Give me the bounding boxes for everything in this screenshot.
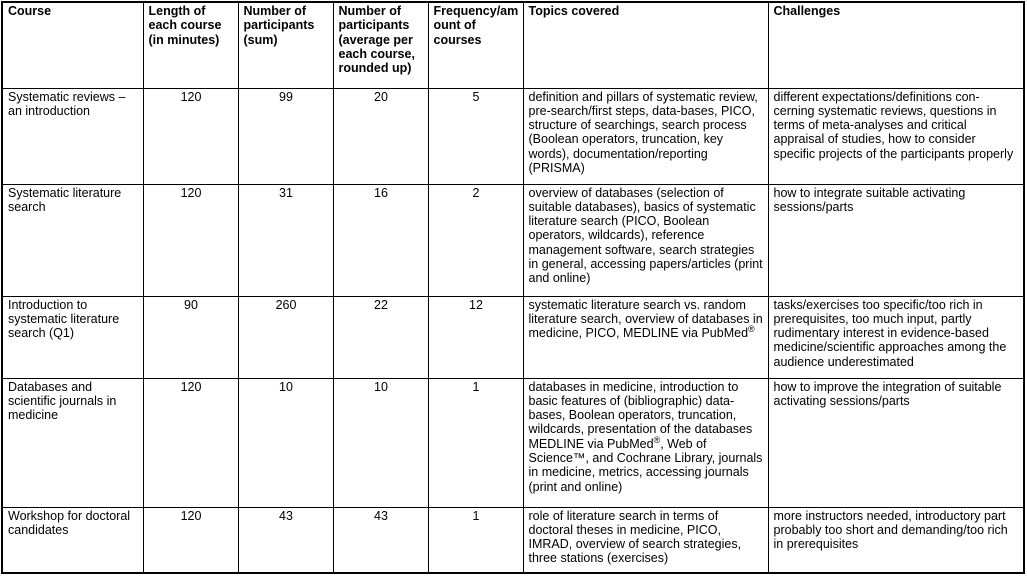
header-cell-frequency: Frequency/amount of courses bbox=[428, 2, 523, 88]
header-cell-participants-sum: Number of participants (sum) bbox=[238, 2, 333, 88]
cell-frequency: 5 bbox=[428, 88, 523, 184]
header-row bbox=[2, 2, 1024, 88]
cell-participants-sum: 260 bbox=[238, 296, 333, 378]
cell-participants-sum: 43 bbox=[238, 507, 333, 573]
cell-length: 120 bbox=[143, 507, 238, 573]
cell-course: Workshop for doctoral candidates bbox=[2, 507, 143, 573]
cell-course: Introduction to systematic literature search (Q1) bbox=[2, 296, 143, 378]
cell-participants-avg: 10 bbox=[333, 378, 428, 507]
table-row bbox=[2, 378, 1024, 507]
cell-length: 120 bbox=[143, 88, 238, 184]
table-row bbox=[2, 296, 1024, 378]
cell-topics: overview of databases (selection of suitable databases), basics of systematic literature search (PICO, Boolean operators, wildcards), reference management software, search strategies in general, accessing papers/articles (print and online) bbox=[523, 184, 768, 296]
table-row bbox=[2, 507, 1024, 573]
cell-topics: systematic literature search vs. random literature search, overview of databases in medicine, PICO, MEDLINE via PubMed® bbox=[523, 296, 768, 378]
header-cell-length: Length of each course (in minutes) bbox=[143, 2, 238, 88]
header-cell-participants-avg: Number of participants (average per each course, rounded up) bbox=[333, 2, 428, 88]
cell-frequency: 12 bbox=[428, 296, 523, 378]
cell-length: 120 bbox=[143, 378, 238, 507]
cell-participants-avg: 20 bbox=[333, 88, 428, 184]
cell-course: Systematic reviews – an introduction bbox=[2, 88, 143, 184]
cell-participants-sum: 31 bbox=[238, 184, 333, 296]
table-row bbox=[2, 184, 1024, 296]
cell-challenges: how to improve the integration of suitable activating sessions/parts bbox=[768, 378, 1024, 507]
cell-challenges: how to integrate suitable activating sessions/parts bbox=[768, 184, 1024, 296]
header-cell-challenges: Challenges bbox=[768, 2, 1024, 88]
cell-frequency: 1 bbox=[428, 507, 523, 573]
cell-participants-avg: 22 bbox=[333, 296, 428, 378]
header-cell-course: Course bbox=[2, 2, 143, 88]
cell-course: Systematic literature search bbox=[2, 184, 143, 296]
cell-participants-sum: 99 bbox=[238, 88, 333, 184]
cell-topics: role of literature search in terms of doctoral theses in medicine, PICO, IMRAD, overview of search strategies, three stations (exercises) bbox=[523, 507, 768, 573]
cell-length: 120 bbox=[143, 184, 238, 296]
cell-frequency: 2 bbox=[428, 184, 523, 296]
cell-challenges: different expectations/definitions con-cerning systematic reviews, questions in terms of meta-analyses and critical appraisal of studies, how to consider specific projects of the participants properly bbox=[768, 88, 1024, 184]
cell-topics: databases in medicine, introduction to basic features of (bibliographic) data-bases, Boolean operators, truncation, wildcards, presentation of the databases MEDLINE via PubMed®, Web of Science™, and Cochrane Library, journals in medicine, metrics, accessing journals (print and online) bbox=[523, 378, 768, 507]
cell-length: 90 bbox=[143, 296, 238, 378]
course-overview-table bbox=[1, 1, 1025, 574]
cell-participants-avg: 43 bbox=[333, 507, 428, 573]
cell-course: Databases and scientific journals in medicine bbox=[2, 378, 143, 507]
cell-challenges: tasks/exercises too specific/too rich in prerequisites, too much input, partly rudimentary interest in evidence-based medicine/scientific approaches among the audience underestimated bbox=[768, 296, 1024, 378]
cell-frequency: 1 bbox=[428, 378, 523, 507]
cell-participants-sum: 10 bbox=[238, 378, 333, 507]
cell-challenges: more instructors needed, introductory part probably too short and demanding/too rich in prerequisites bbox=[768, 507, 1024, 573]
table-row bbox=[2, 88, 1024, 184]
cell-topics: definition and pillars of systematic review, pre-search/first steps, data-bases, PICO, structure of searchings, search process (Boolean operators, truncation, key words), documentation/reporting (PRISMA) bbox=[523, 88, 768, 184]
header-cell-topics: Topics covered bbox=[523, 2, 768, 88]
cell-participants-avg: 16 bbox=[333, 184, 428, 296]
